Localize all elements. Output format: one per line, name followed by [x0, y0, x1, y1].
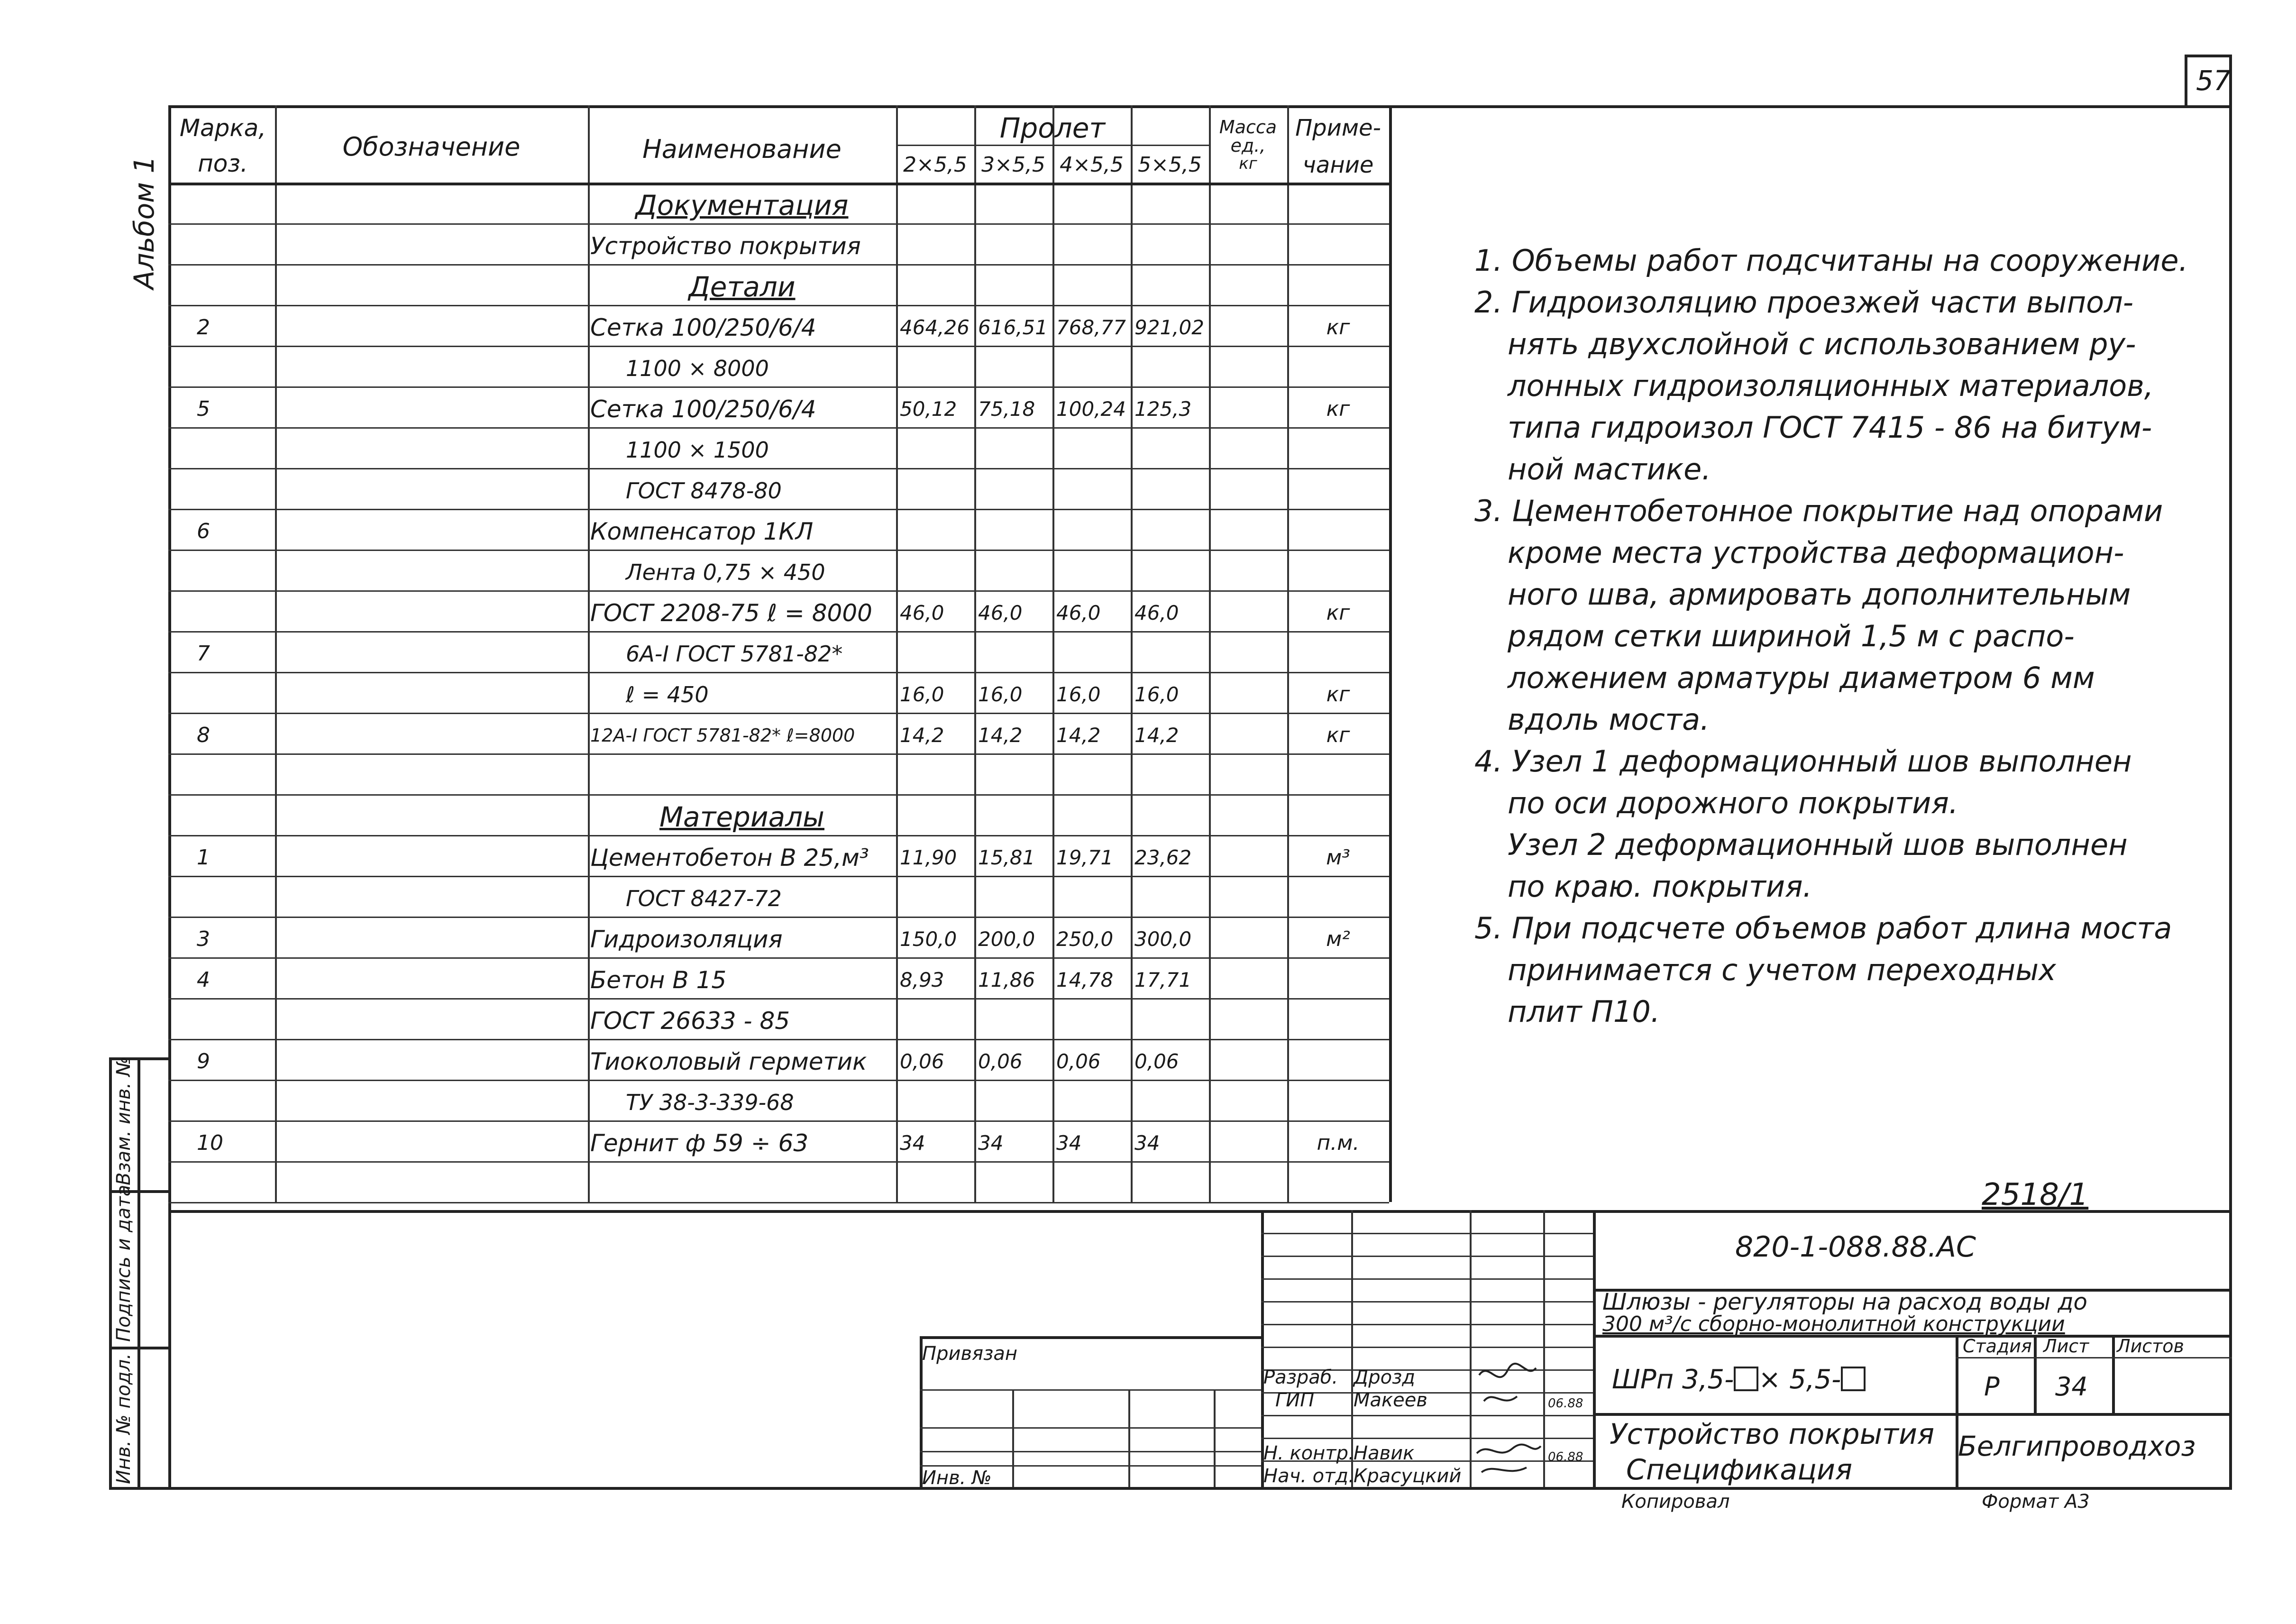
- table-row-line: [168, 590, 1389, 592]
- table-cell-span-4: 921,02: [1134, 316, 1204, 339]
- table-cell-name: ГОСТ 26633 - 85: [590, 1007, 790, 1035]
- side-label-podpis-data: Подпись и дата: [113, 1184, 135, 1342]
- sig-grid-row: [1261, 1233, 1593, 1234]
- table-cell-span-1: 34: [900, 1131, 925, 1155]
- table-col-line: [1209, 105, 1211, 1202]
- side-stamp-bottom-line: [109, 1487, 168, 1490]
- table-cell-name: Детали: [688, 271, 796, 303]
- table-cell-span-2: 200,0: [978, 927, 1035, 951]
- table-cell-span-2: 75,18: [978, 397, 1035, 421]
- table-row-line: [168, 305, 1389, 306]
- note-line: типа гидроизол ГОСТ 7415 - 86 на битум-: [1508, 410, 2152, 445]
- header-prolet-line: [896, 145, 1209, 146]
- table-cell-name: Бетон В 15: [590, 966, 727, 994]
- signature-scribble-3: [1477, 1444, 1541, 1453]
- table-cell-span-4: 17,71: [1134, 968, 1192, 991]
- table-cell-prim: м³: [1326, 845, 1350, 870]
- header-span-1: 2×5,5: [903, 153, 967, 177]
- note-line: 5. При подсчете объемов работ длина моста: [1474, 911, 2172, 945]
- note-line: Узел 2 деформационный шов выполнен: [1508, 827, 2128, 862]
- table-col-line: [974, 105, 976, 1202]
- table-cell-poz: 2: [197, 315, 210, 339]
- sheet-title-2: Спецификация: [1626, 1453, 1853, 1486]
- note-line: плит П10.: [1508, 994, 1660, 1029]
- table-row-line: [168, 1161, 1389, 1163]
- organization: Белгипроводхоз: [1958, 1430, 2196, 1462]
- title-row-3: [1593, 1413, 2232, 1416]
- table-cell-name: Сетка 100/250/6/4: [590, 314, 816, 341]
- header-massa-3: кг: [1239, 154, 1257, 173]
- note-line: 3. Цементобетонное покрытие над опорами: [1474, 494, 2163, 528]
- table-cell-name: 6А-I ГОСТ 5781-82*: [626, 641, 843, 667]
- album-label: Альбом 1: [128, 156, 160, 289]
- signature-scribble-2: [1484, 1396, 1517, 1401]
- table-cell-poz: 7: [197, 642, 210, 666]
- table-cell-span-1: 50,12: [900, 397, 957, 421]
- table-cell-name: 1100 × 8000: [626, 356, 769, 381]
- note-line: ного шва, армировать дополнительным: [1508, 577, 2131, 612]
- sig-role-2: ГИП: [1275, 1389, 1315, 1411]
- table-cell-name: Цементобетон В 25,м³: [590, 844, 869, 872]
- table-row-line: [168, 386, 1389, 388]
- table-row-line: [168, 468, 1389, 469]
- header-naimenovanie: Наименование: [642, 134, 842, 164]
- mark-box-2: [1841, 1367, 1866, 1391]
- sig-grid-row: [1261, 1256, 1593, 1257]
- note-line: нять двухслойной с использованием ру-: [1508, 327, 2136, 361]
- table-cell-name: ℓ = 450: [626, 682, 709, 707]
- table-col-line: [168, 105, 171, 1202]
- table-bottom-line: [168, 1210, 2232, 1213]
- sig-grid-row: [1261, 1301, 1593, 1303]
- table-row-line: [168, 957, 1389, 959]
- header-prolet: Пролет: [999, 112, 1106, 144]
- signature-scribbles: [1470, 1361, 1546, 1479]
- table-cell-span-4: 125,3: [1134, 397, 1192, 421]
- table-cell-span-2: 14,2: [978, 724, 1023, 747]
- sig-name-1: Дрозд: [1354, 1367, 1416, 1388]
- table-cell-name: Тиоколовый герметик: [590, 1048, 867, 1075]
- stadiya-label: Стадия: [1963, 1336, 2032, 1357]
- project-title-2: 300 м³/с сборно-монолитной конструкции: [1602, 1312, 2065, 1336]
- header-span-4: 5×5,5: [1138, 153, 1202, 177]
- table-row-line: [168, 753, 1389, 755]
- side-label-vzam-inv: Взам. инв. №: [113, 1056, 135, 1185]
- header-bottom-line: [168, 183, 1389, 185]
- table-col-line: [896, 105, 898, 1202]
- privyazan-top-line: [920, 1336, 1261, 1339]
- table-cell-name: Материалы: [659, 801, 824, 833]
- table-cell-name: 12А-I ГОСТ 5781-82* ℓ=8000: [590, 725, 855, 746]
- table-col-line: [1052, 105, 1054, 1202]
- table-row-line: [168, 631, 1389, 633]
- note-line: 4. Узел 1 деформационный шов выполнен: [1474, 744, 2132, 779]
- table-cell-prim: п.м.: [1317, 1131, 1360, 1155]
- side-stamp-div-2: [109, 1347, 168, 1349]
- header-massa-1: Масса: [1219, 117, 1277, 138]
- table-row-line: [168, 1120, 1389, 1122]
- header-massa-2: ед.,: [1230, 135, 1266, 156]
- table-row-line: [168, 223, 1389, 225]
- sig-grid-row: [1261, 1278, 1593, 1280]
- privyazan-col-line: [1128, 1389, 1130, 1487]
- list-label: Лист: [2043, 1336, 2089, 1357]
- table-cell-name: Устройство покрытия: [590, 232, 861, 260]
- sig-date-3: 06.88: [1548, 1450, 1583, 1464]
- stadiya-value: Р: [1984, 1372, 2000, 1402]
- format-label: Формат А3: [1982, 1491, 2090, 1513]
- table-cell-poz: 9: [197, 1049, 210, 1073]
- table-row-line: [168, 346, 1389, 347]
- table-cell-span-4: 16,0: [1134, 683, 1179, 706]
- note-line: по оси дорожного покрытия.: [1508, 786, 1958, 820]
- table-row-line: [168, 1202, 1389, 1203]
- table-cell-poz: 1: [197, 845, 210, 870]
- table-cell-span-4: 300,0: [1134, 927, 1192, 951]
- table-row-line: [168, 835, 1389, 836]
- table-cell-span-3: 19,71: [1056, 846, 1114, 869]
- header-marka: Марка,: [179, 114, 266, 142]
- note-line: рядом сетки шириной 1,5 м с распо-: [1508, 619, 2075, 653]
- table-row-line: [168, 998, 1389, 1000]
- table-cell-span-3: 100,24: [1056, 397, 1126, 421]
- mark-box-1: [1734, 1367, 1758, 1391]
- inv-no-label: Инв. №: [922, 1467, 992, 1489]
- header-span-2: 3×5,5: [981, 153, 1045, 177]
- header-span-3: 4×5,5: [1060, 153, 1124, 177]
- table-cell-span-3: 16,0: [1056, 683, 1101, 706]
- table-cell-span-4: 34: [1134, 1131, 1160, 1155]
- table-cell-poz: 10: [197, 1131, 223, 1155]
- table-cell-poz: 3: [197, 927, 210, 951]
- table-cell-span-3: 250,0: [1056, 927, 1114, 951]
- title-stage-label-line: [1956, 1357, 2232, 1358]
- note-line: кроме места устройства деформацион-: [1508, 535, 2124, 570]
- table-cell-name: ГОСТ 8478-80: [626, 478, 782, 504]
- header-poz: поз.: [198, 150, 248, 177]
- note-line: принимается с учетом переходных: [1508, 953, 2056, 987]
- table-cell-span-1: 46,0: [900, 601, 944, 624]
- table-cell-span-3: 14,2: [1056, 724, 1101, 747]
- table-cell-span-2: 0,06: [978, 1050, 1023, 1073]
- note-line: ложением арматуры диаметром 6 мм: [1508, 661, 2095, 695]
- title-stage-col-3: [2112, 1335, 2115, 1413]
- table-cell-span-3: 14,78: [1056, 968, 1114, 991]
- table-row-line: [168, 713, 1389, 714]
- table-row-line: [168, 509, 1389, 510]
- signature-scribble-1: [1479, 1364, 1536, 1377]
- table-col-line: [588, 105, 590, 1202]
- table-col-line: [1389, 105, 1392, 1202]
- sig-grid-row: [1261, 1324, 1593, 1325]
- sheet-mark-middle: × 5,5-: [1758, 1364, 1841, 1395]
- privyazan-row-line: [920, 1451, 1261, 1452]
- signature-scribble-4: [1482, 1468, 1527, 1472]
- table-cell-name: Сетка 100/250/6/4: [590, 395, 816, 423]
- table-cell-name: 1100 × 1500: [626, 437, 769, 463]
- table-cell-name: Гидроизоляция: [590, 926, 783, 953]
- table-row-line: [168, 1080, 1389, 1081]
- table-cell-name: Гернит ф 59 ÷ 63: [590, 1129, 809, 1157]
- table-row-line: [168, 264, 1389, 266]
- table-cell-prim: кг: [1326, 682, 1350, 706]
- note-line: по краю. покрытия.: [1508, 869, 1812, 904]
- table-row-line: [168, 917, 1389, 918]
- sheet-mark: [1612, 1366, 1866, 1394]
- privyazan-row-line: [920, 1389, 1261, 1391]
- table-cell-prim: м²: [1326, 927, 1350, 951]
- header-oboznachenie: Обозначение: [342, 132, 521, 162]
- privyazan-col-line: [1214, 1389, 1216, 1487]
- table-cell-prim: кг: [1326, 397, 1350, 421]
- table-cell-span-2: 616,51: [978, 316, 1048, 339]
- sig-name-2: Макеев: [1354, 1389, 1427, 1411]
- project-title-1: Шлюзы - регуляторы на расход воды до: [1602, 1289, 2087, 1315]
- table-cell-name: ТУ 38-3-339-68: [626, 1090, 794, 1115]
- table-cell-span-1: 150,0: [900, 927, 957, 951]
- table-cell-span-1: 16,0: [900, 683, 944, 706]
- table-col-line: [275, 105, 277, 1202]
- privyazan-label: Привязан: [922, 1343, 1018, 1365]
- note-line: ной мастике.: [1508, 452, 1711, 486]
- kopiroval-label: Копировал: [1621, 1491, 1730, 1513]
- note-line: 2. Гидроизоляцию проезжей части выпол-: [1474, 285, 2134, 320]
- table-cell-name: ГОСТ 8427-72: [626, 886, 782, 911]
- table-cell-poz: 8: [197, 723, 210, 747]
- doc-code: 820-1-088.88.АС: [1735, 1230, 1976, 1264]
- listov-label: Листов: [2117, 1336, 2184, 1357]
- handwritten-number: 2518/1: [1982, 1177, 2089, 1212]
- page-number: 57: [2196, 64, 2231, 97]
- note-line: 1. Объемы работ подсчитаны на сооружение.: [1474, 243, 2188, 278]
- table-cell-span-2: 11,86: [978, 968, 1035, 991]
- privyazan-col-line: [1012, 1389, 1014, 1487]
- table-cell-span-3: 768,77: [1056, 316, 1126, 339]
- table-cell-span-2: 46,0: [978, 601, 1023, 624]
- side-stamp-outer-line: [109, 1057, 112, 1490]
- sig-role-1: Разраб.: [1263, 1367, 1338, 1388]
- note-line: лонных гидроизоляционных материалов,: [1508, 368, 2154, 403]
- table-row-line: [168, 1039, 1389, 1040]
- sig-name-4: Красуцкий: [1354, 1465, 1462, 1487]
- table-row-line: [168, 550, 1389, 551]
- table-cell-name: ГОСТ 2208-75 ℓ = 8000: [590, 599, 872, 627]
- table-cell-prim: кг: [1326, 723, 1350, 747]
- table-row-line: [168, 672, 1389, 673]
- table-cell-name: Компенсатор 1КЛ: [590, 518, 814, 545]
- table-cell-span-4: 23,62: [1134, 846, 1192, 869]
- table-cell-span-1: 0,06: [900, 1050, 944, 1073]
- sheet-title-1: Устройство покрытия: [1610, 1418, 1935, 1451]
- table-cell-span-4: 14,2: [1134, 724, 1179, 747]
- table-cell-span-1: 14,2: [900, 724, 944, 747]
- table-cell-span-3: 46,0: [1056, 601, 1101, 624]
- sig-role-3: Н. контр.: [1263, 1442, 1354, 1464]
- privyazan-row-line: [920, 1427, 1261, 1429]
- table-col-line: [1131, 105, 1133, 1202]
- header-prim-1: Приме-: [1295, 115, 1381, 141]
- sheet-mark-prefix: ШРп 3,5-: [1612, 1364, 1734, 1395]
- table-cell-span-2: 16,0: [978, 683, 1023, 706]
- title-right-left: [1593, 1210, 1596, 1487]
- table-cell-poz: 4: [197, 968, 210, 992]
- sig-name-3: Навик: [1354, 1442, 1415, 1464]
- sig-grid-row: [1261, 1347, 1593, 1348]
- sig-date-2: 06.88: [1548, 1396, 1583, 1411]
- list-value: 34: [2055, 1372, 2088, 1402]
- table-cell-span-1: 8,93: [900, 968, 944, 991]
- table-cell-span-4: 46,0: [1134, 601, 1179, 624]
- side-stamp-mid-line: [137, 1057, 140, 1490]
- table-cell-span-1: 464,26: [900, 316, 970, 339]
- header-prim-2: чание: [1302, 152, 1374, 178]
- sig-role-4: Нач. отд.: [1263, 1465, 1354, 1487]
- table-cell-prim: кг: [1326, 601, 1350, 625]
- title-stage-col-2: [2034, 1335, 2037, 1413]
- table-cell-span-1: 11,90: [900, 846, 957, 869]
- table-cell-span-3: 0,06: [1056, 1050, 1101, 1073]
- table-cell-span-2: 15,81: [978, 846, 1035, 869]
- note-line: вдоль моста.: [1508, 702, 1710, 737]
- table-cell-name: Документация: [635, 189, 849, 221]
- table-cell-name: Лента 0,75 × 450: [626, 560, 825, 585]
- table-cell-poz: 6: [197, 519, 210, 543]
- table-row-line: [168, 876, 1389, 877]
- table-cell-prim: кг: [1326, 315, 1350, 339]
- table-cell-span-3: 34: [1056, 1131, 1082, 1155]
- table-cell-span-2: 34: [978, 1131, 1004, 1155]
- table-row-line: [168, 427, 1389, 429]
- table-col-line: [1287, 105, 1289, 1202]
- table-row-line: [168, 794, 1389, 796]
- table-cell-span-4: 0,06: [1134, 1050, 1179, 1073]
- table-cell-poz: 5: [197, 397, 210, 421]
- side-label-inv-podl: Инв. № подл.: [113, 1353, 135, 1484]
